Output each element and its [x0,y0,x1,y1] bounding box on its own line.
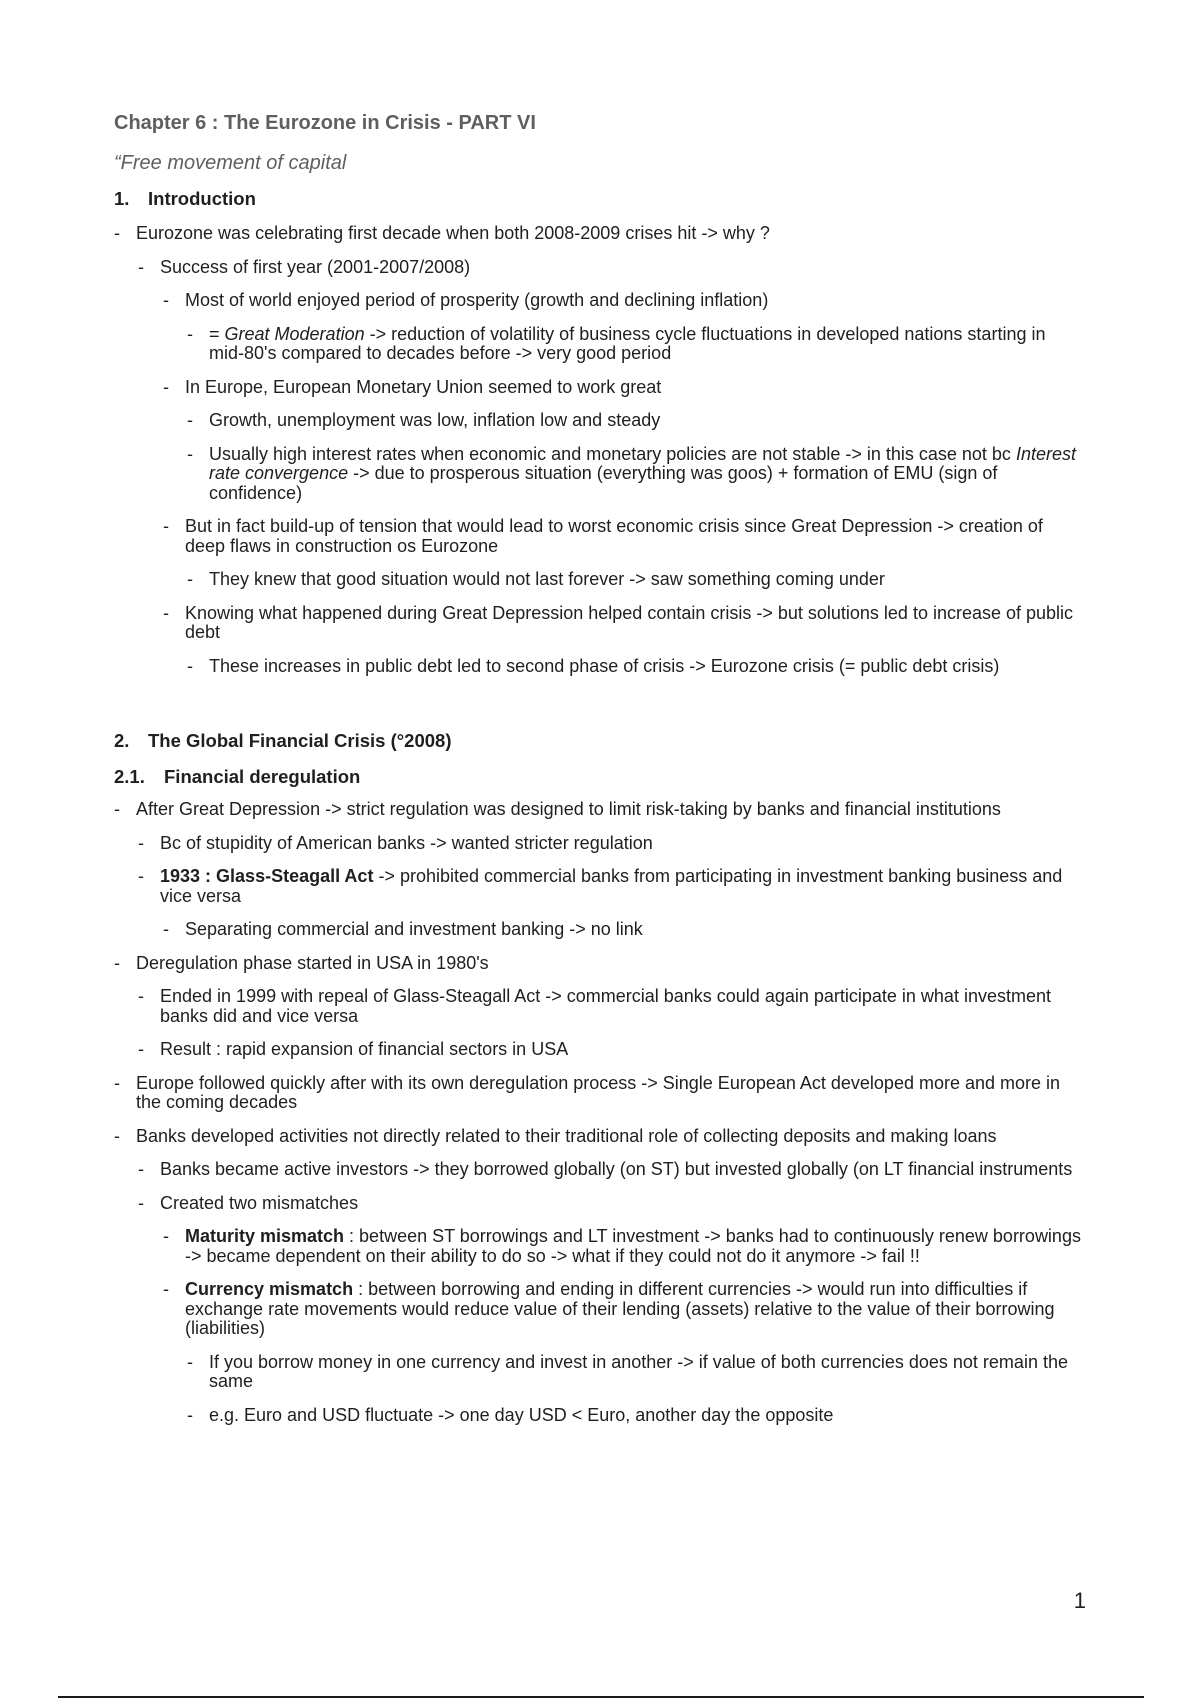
page-number: 1 [1073,1588,1086,1613]
list-item: - Currency mismatch : between borrowing and ending in different currencies -> would run into difficulties if exchange rate movements would reduce value of their lending (assets) relative to the value of their borrowing (liabilities) [163,1279,1055,1338]
dash-bullet-icon: - [138,866,144,886]
dash-bullet-icon: - [114,952,120,973]
subsection-number: 2.1. [114,766,145,787]
list-item: - These increases in public debt led to second phase of crisis -> Eurozone crisis (= public debt crisis) [187,655,1000,676]
list-item: - They knew that good situation would not last forever -> saw something coming under [187,569,885,589]
list-item: - Ended in 1999 with repeal of Glass-Steagall Act -> commercial banks could again participate in what investment banks did and vice versa [138,986,1051,1026]
section-spacer [0,690,1200,730]
list-item: - Growth, unemployment was low, inflation low and steady [187,410,661,430]
dash-bullet-icon: - [163,1226,169,1246]
list-item: - e.g. Euro and USD fluctuate -> one day USD < Euro, another day the opposite [187,1404,834,1425]
dash-bullet-icon: - [163,376,169,397]
dash-bullet-icon: - [114,1072,120,1093]
dash-bullet-icon: - [138,832,144,853]
section-heading-introduction [0,188,1200,210]
list-item: - Created two mismatches [138,1192,359,1213]
section-title: Introduction [148,188,256,209]
list-item: - Separating commercial and investment banking -> no link [163,919,643,939]
list-item: - Knowing what happened during Great Depression helped contain crisis -> but solutions led to increase of public debt [163,602,1074,642]
subsection-title: Financial deregulation [164,766,361,787]
dash-bullet-icon: - [163,290,169,310]
dash-bullet-icon: - [163,602,169,623]
dash-bullet-icon: - [187,1351,193,1372]
dash-bullet-icon: - [163,516,169,536]
dash-bullet-icon: - [138,1039,144,1059]
dash-bullet-icon: - [187,569,193,589]
list-item: - After Great Depression -> strict regulation was designed to limit risk-taking by banks and financial institutions [114,799,1001,819]
dash-bullet-icon: - [138,1192,144,1213]
dash-bullet-icon: - [187,655,193,676]
dash-bullet-icon: - [163,1279,169,1299]
list-item: - Success of first year (2001-2007/2008) [138,256,471,277]
document-subtitle: “Free movement of capital [114,152,347,174]
dash-bullet-icon: - [187,323,193,344]
dash-bullet-icon: - [187,443,193,464]
dash-bullet-icon: - [187,410,193,430]
list-item: - Usually high interest rates when economic and monetary policies are not stable -> in this case not bc Interest rate convergence -> due to prosperous situation (everything was goos) + formation of EMU (sign of confidence) [187,443,1076,503]
list-item: - In Europe, European Monetary Union seemed to work great [163,376,662,397]
dash-bullet-icon: - [187,1404,193,1425]
list-item: - Most of world enjoyed period of prosperity (growth and declining inflation) [163,290,769,310]
list-item: - Result : rapid expansion of financial sectors in USA [138,1039,569,1059]
list-item: - Maturity mismatch : between ST borrowings and LT investment -> banks had to continuously renew borrowings -> became dependent on their ability to do so -> what if they could not do it anymore -> fail !! [163,1226,1081,1266]
section-title: The Global Financial Crisis (°2008) [148,730,452,751]
bold-term: 1933 : Glass-Steagall Act [160,866,374,886]
list-item: - 1933 : Glass-Steagall Act -> prohibited commercial banks from participating in investment banking business and vice versa [138,866,1063,906]
dash-bullet-icon: - [138,986,144,1006]
emphasis-term: Interest rate convergence [209,443,1076,483]
section-heading-global-financial-crisis [0,730,1200,752]
dash-bullet-icon: - [114,1125,120,1146]
emphasis-term: Great Moderation [224,323,365,344]
dash-bullet-icon: - [114,223,120,243]
document-title: Chapter 6 : The Eurozone in Crisis - PART VI [114,112,536,134]
list-item: - Bc of stupidity of American banks -> wanted stricter regulation [138,832,653,853]
section-number: 2. [114,730,130,751]
bold-term: Maturity mismatch [185,1226,345,1246]
footer-divider [58,1696,1144,1698]
list-item: - If you borrow money in one currency and invest in another -> if value of both currencies does not remain the same [187,1351,1068,1391]
list-item: - Europe followed quickly after with its own deregulation process -> Single European Act developed more and more in the coming decades [114,1072,1061,1112]
dash-bullet-icon: - [163,919,169,939]
list-item: - Banks became active investors -> they borrowed globally (on ST) but invested globally (on LT financial instruments [138,1159,1073,1179]
list-item: - But in fact build-up of tension that would lead to worst economic crisis since Great Depression -> creation of deep flaws in construction os Eurozone [163,516,1043,556]
dash-bullet-icon: - [138,1159,144,1179]
dash-bullet-icon: - [138,256,144,277]
list-item: - Deregulation phase started in USA in 1980's [114,952,489,973]
subsection-heading-financial-deregulation [0,766,1200,788]
document-body [0,188,1200,1439]
dash-bullet-icon: - [114,799,120,819]
list-item: - Banks developed activities not directly related to their traditional role of collecting deposits and making loans [114,1125,997,1146]
list-item: - = Great Moderation -> reduction of volatility of business cycle fluctuations in developed nations starting in mid-80's compared to decades before -> very good period [187,323,1046,363]
list-item: - Eurozone was celebrating first decade when both 2008-2009 crises hit -> why ? [114,223,770,243]
section-number: 1. [114,188,130,209]
bold-term: Currency mismatch [185,1279,354,1299]
